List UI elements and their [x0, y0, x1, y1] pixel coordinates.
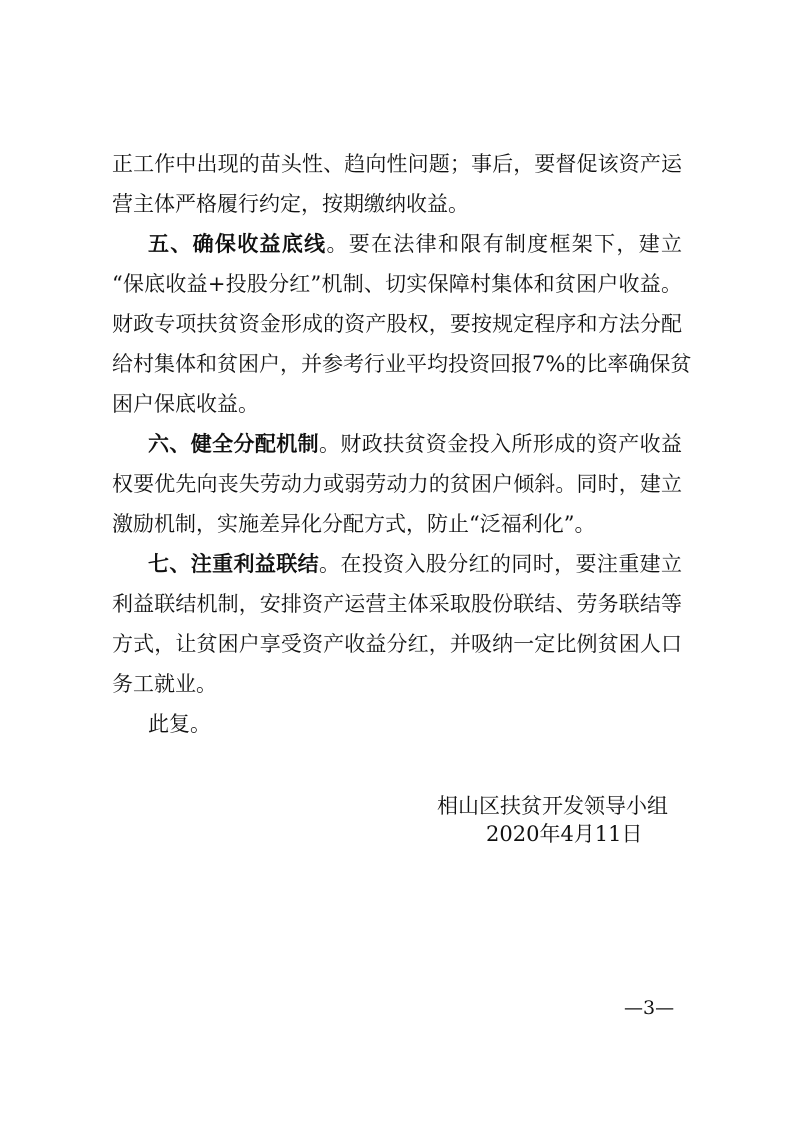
paragraph-line: 务工就业。 [112, 672, 217, 696]
section-six-heading: 六、健全分配机制 [148, 432, 319, 456]
paragraph-line: 权要优先向丧失劳动力或弱劳动力的贫困户倾斜。同时，建立 [112, 472, 682, 496]
page-number: —3— [624, 997, 675, 1019]
paragraph-line: 困户保底收益。 [112, 392, 259, 416]
signature-organization: 相山区扶贫开发领导小组 [437, 794, 668, 818]
section-seven-heading: 七、注重利益联结 [148, 552, 319, 576]
paragraph-line: 激励机制，实施差异化分配方式，防止“泛福利化”。 [112, 512, 596, 536]
paragraph-line: 利益联结机制，安排资产运营主体采取股份联结、劳务联结等 [112, 592, 682, 616]
paragraph-line: 营主体严格履行约定，按期缴纳收益。 [112, 192, 469, 216]
section-seven-text: 。在投资入股分红的同时，要注重建立 [319, 552, 682, 576]
paragraph-line: 正工作中出现的苗头性、趋向性问题；事后，要督促该资产运 [112, 152, 682, 176]
section-five-first-line [148, 230, 682, 258]
section-five-heading: 五、确保收益底线 [148, 232, 327, 256]
section-five-text: 。要在法律和限有制度框架下，建立 [326, 232, 683, 256]
paragraph-line: 财政专项扶贫资金形成的资产股权，要按规定程序和方法分配 [112, 312, 682, 336]
signature-date: 2020年4月11日 [486, 822, 643, 846]
paragraph-line: 方式，让贫困户享受资产收益分红，并吸纳一定比例贫困人口 [112, 632, 682, 656]
closing-text: 此复。 [148, 712, 211, 736]
paragraph-line: 给村集体和贫困户，并参考行业平均投资回报7%的比率确保贫 [112, 352, 692, 376]
section-seven-first-line [148, 550, 682, 578]
section-six-text: 。财政扶贫资金投入所形成的资产收益 [319, 432, 682, 456]
section-six-first-line [148, 430, 682, 458]
paragraph-line: “保底收益+投股分红”机制、切实保障村集体和贫困户收益。 [112, 272, 682, 296]
